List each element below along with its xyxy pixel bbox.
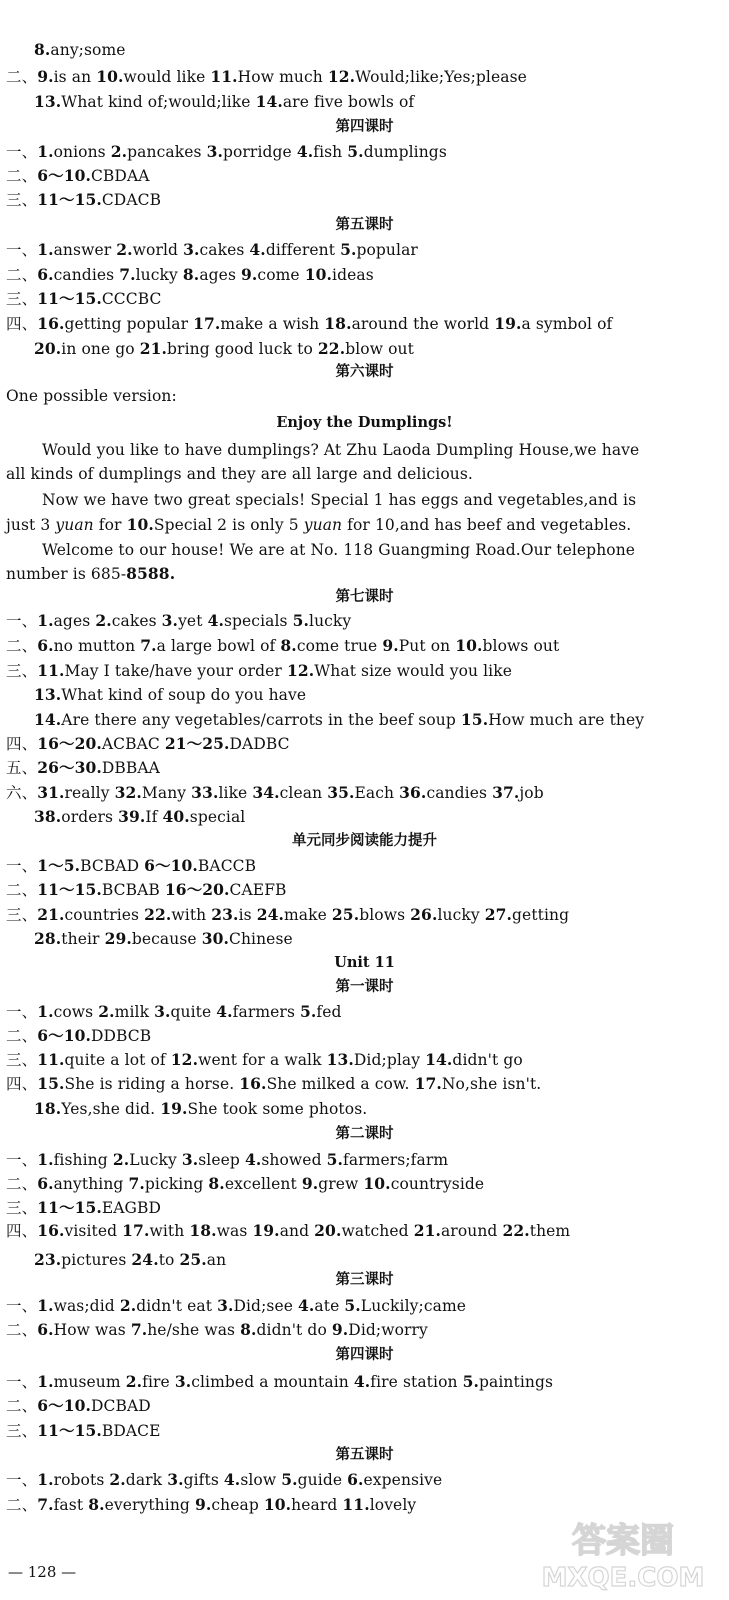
section-heading: 第三课时 — [335, 1271, 394, 1288]
section-heading: 第七课时 — [335, 588, 394, 605]
page-number: — 128 — — [8, 1563, 77, 1581]
answer-line: 三、11～15.EAGBD — [6, 1198, 162, 1217]
section-heading: 第六课时 — [335, 363, 394, 380]
answer-line: 一、1.was;did 2.didn't eat 3.Did;see 4.ate 5.Luckily;came — [6, 1296, 467, 1315]
answer-line: 二、6.How was 7.he/she was 8.didn't do 9.Did;worry — [6, 1320, 428, 1339]
answer-line: 三、11.quite a lot of 12.went for a walk 13.Did;play 14.didn't go — [6, 1050, 523, 1069]
essay-title: Enjoy the Dumplings! — [276, 414, 453, 431]
answer-line: 20.in one go 21.bring good luck to 22.blow out — [34, 339, 414, 358]
answer-line: One possible version: — [6, 387, 177, 405]
essay-line: just 3 yuan for 10.Special 2 is only 5 yuan for 10,and has beef and vegetables. — [6, 515, 632, 534]
answer-line: 四、15.She is riding a horse. 16.She milked a cow. 17.No,she isn't. — [6, 1074, 542, 1093]
answer-line: 四、16.getting popular 17.make a wish 18.around the world 19.a symbol of — [6, 314, 613, 333]
section-heading: 第四课时 — [335, 118, 394, 135]
answer-line: 13.What kind of soup do you have — [34, 685, 307, 704]
essay-line: Now we have two great specials! Special 1 has eggs and vegetables,and is — [42, 491, 637, 509]
watermark-logo — [523, 1514, 723, 1594]
answer-line: 二、11～15.BCBAB 16～20.CAEFB — [6, 880, 287, 899]
answer-line: 一、1.onions 2.pancakes 3.porridge 4.fish 5.dumplings — [6, 142, 447, 161]
essay-line: number is 685-8588. — [6, 564, 176, 583]
answer-line: 8.any;some — [34, 40, 126, 59]
answer-line: 一、1.museum 2.fire 3.climbed a mountain 4.fire station 5.paintings — [6, 1372, 554, 1391]
answer-line: 18.Yes,she did. 19.She took some photos. — [34, 1099, 368, 1118]
answer-line: 二、6.no mutton 7.a large bowl of 8.come true 9.Put on 10.blows out — [6, 636, 560, 655]
answer-line: 六、31.really 32.Many 33.like 34.clean 35.Each 36.candies 37.job — [6, 783, 544, 802]
answer-line: 14.Are there any vegetables/carrots in the beef soup 15.How much are they — [34, 710, 645, 729]
essay-line: all kinds of dumplings and they are all large and delicious. — [6, 465, 473, 483]
essay-line: Would you like to have dumplings? At Zhu Laoda Dumpling House,we have — [42, 441, 640, 459]
essay-line: Welcome to our house! We are at No. 118 Guangming Road.Our telephone — [42, 541, 636, 559]
section-heading: 第五课时 — [335, 1446, 394, 1463]
unit-heading: Unit 11 — [334, 954, 395, 971]
answer-line: 二、6.candies 7.lucky 8.ages 9.come 10.ideas — [6, 265, 374, 284]
section-heading: 第五课时 — [335, 216, 394, 233]
answer-line: 二、6～10.DDBCB — [6, 1026, 152, 1045]
answer-line: 一、1.robots 2.dark 3.gifts 4.slow 5.guide 6.expensive — [6, 1470, 443, 1489]
answer-line: 三、21.countries 22.with 23.is 24.make 25.blows 26.lucky 27.getting — [6, 905, 570, 924]
answer-line: 五、26～30.DBBAA — [6, 758, 160, 777]
answer-line: 二、6.anything 7.picking 8.excellent 9.grew 10.countryside — [6, 1174, 485, 1193]
answer-line: 28.their 29.because 30.Chinese — [34, 929, 293, 948]
answer-line: 四、16～20.ACBAC 21～25.DADBC — [6, 734, 290, 753]
watermark-url-text: MXQE.COM — [541, 1563, 705, 1593]
answer-line: 二、9.is an 10.would like 11.How much 12.Would;like;Yes;please — [6, 67, 527, 86]
answer-line: 二、7.fast 8.everything 9.cheap 10.heard 11.lovely — [6, 1495, 417, 1514]
answer-line: 一、1.cows 2.milk 3.quite 4.farmers 5.fed — [6, 1002, 342, 1021]
answer-line: 38.orders 39.If 40.special — [34, 807, 246, 826]
answer-line: 三、11.May I take/have your order 12.What size would you like — [6, 661, 512, 680]
watermark-main-text: 答案圈 — [572, 1521, 674, 1561]
section-heading: 第四课时 — [335, 1346, 394, 1363]
section-heading: 第二课时 — [335, 1125, 394, 1142]
answer-line: 三、11～15.CDACB — [6, 190, 162, 209]
answer-line: 二、6～10.CBDAA — [6, 166, 150, 185]
section-heading: 第一课时 — [335, 978, 394, 995]
answer-line: 四、16.visited 17.with 18.was 19.and 20.watched 21.around 22.them — [6, 1221, 571, 1240]
answer-line: 一、1.fishing 2.Lucky 3.sleep 4.showed 5.farmers;farm — [6, 1150, 449, 1169]
answer-line: 三、11～15.BDACE — [6, 1421, 161, 1440]
answer-line: 二、6～10.DCBAD — [6, 1396, 151, 1415]
answer-line: 一、1.ages 2.cakes 3.yet 4.specials 5.lucky — [6, 611, 352, 630]
answer-line: 13.What kind of;would;like 14.are five bowls of — [34, 92, 415, 111]
answer-line: 一、1～5.BCBAD 6～10.BACCB — [6, 856, 257, 875]
section-heading: 单元同步阅读能力提升 — [292, 832, 437, 849]
answer-line: 23.pictures 24.to 25.an — [34, 1250, 227, 1269]
answer-line: 三、11～15.CCCBC — [6, 289, 162, 308]
answer-line: 一、1.answer 2.world 3.cakes 4.different 5.popular — [6, 240, 418, 259]
